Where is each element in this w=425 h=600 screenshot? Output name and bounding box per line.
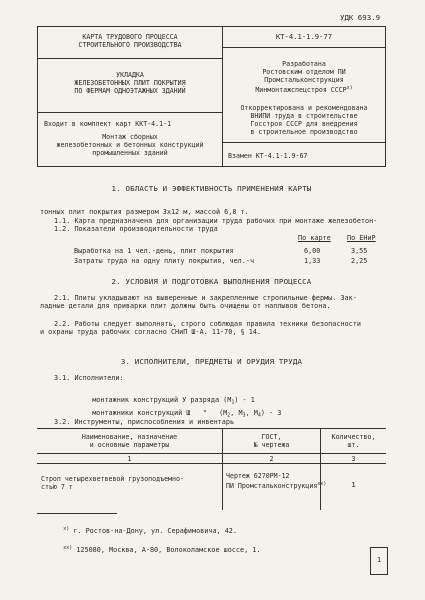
th-gost-line-1: ГОСТ, (261, 433, 282, 441)
developed-line-2: Ростовским отделом ПИ (262, 68, 346, 76)
row-gost-line-1: Чертеж 6270РМ-12 (226, 472, 290, 480)
table-top-border (37, 428, 386, 429)
th-name-line-2: и основные параметры (89, 441, 170, 449)
approved-by (223, 104, 385, 136)
table-colnum-1: 1 (127, 455, 132, 463)
table-row-name (41, 475, 221, 491)
worker-2-count: ) - 3 (260, 409, 282, 418)
worker-1-sub: 1 (231, 399, 235, 406)
table-colnum-2: 2 (269, 455, 274, 463)
footnote-1 (55, 517, 237, 536)
card-type-line-2: СТРОИТЕЛЬНОГО ПРОИЗВОДСТВА (78, 41, 182, 49)
card-type-line-1: КАРТА ТРУДОВОГО ПРОЦЕССА (82, 33, 178, 41)
developed-line-1: Разработана (282, 60, 326, 68)
card-code: КТ-4.1-1.9-77 (275, 32, 333, 41)
worker-2-sub-a: 2 (227, 412, 231, 419)
developed-line-4 (223, 84, 385, 94)
worker-2-formula: (М (219, 409, 228, 418)
section3-p2: 3.2. Инструменты, приспособления и инвентарь (54, 418, 235, 426)
process-title-line-1: УКЛАДКА (116, 71, 144, 79)
section2-p1-line-2: ладные детали для приварки плит должны быть очищены от наплывов бетона. (40, 302, 331, 310)
productivity-row-2-label: Затраты труда на одну плиту покрытия, чел.-ч (74, 257, 255, 265)
set-description (38, 133, 222, 157)
page-number: 1 (376, 556, 382, 564)
th-qty-line-1: Количество, (331, 433, 376, 441)
approved-line-2: ВНИПИ труда в строительстве (250, 112, 358, 120)
productivity-row-1-label: Выработка на 1 чел.-день, плит покрытия (74, 247, 234, 255)
worker-2-mid-a: , М (230, 409, 243, 418)
worker-2-mid-b: , М (245, 409, 258, 418)
section1-p1-line-1: 1.1. Карта предназначена для организации труда рабочих при монтаже железобетон- (54, 216, 378, 225)
header-divider-left-2 (37, 112, 222, 113)
row-gost-footnote-mark: xx) (317, 481, 327, 487)
approved-line-3: Госстроя СССР для внедрения (250, 120, 358, 128)
approved-line-4: в строительное производство (250, 128, 358, 136)
set-desc-line-1: Монтаж сборных (102, 133, 158, 141)
section2-p1-line-1: 2.1. Плиты укладывают на выверенные и закрепленные стропильные фермы. Зак- (54, 294, 357, 302)
developed-by (223, 60, 385, 94)
productivity-row-1-enir: 3,55 (351, 247, 368, 255)
header-divider-right-2 (222, 142, 386, 143)
col-header-card: По карте (298, 234, 331, 242)
set-desc-line-3: промышленных зданий (92, 149, 168, 157)
footnote-2-mark: xx) (63, 545, 73, 552)
developed-org: Минмонтажспецстроя СССР (255, 86, 347, 94)
section1-p2: 1.2. Показатели производительности труда (54, 225, 218, 233)
table-colnum-border (37, 463, 386, 464)
process-title-line-2: ЖЕЛЕЗОБЕТОННЫХ ПЛИТ ПОКРЫТИЯ (74, 79, 186, 87)
section3-title: 3. ИСПОЛНИТЕЛИ, ПРЕДМЕТЫ И ОРУДИЯ ТРУДА (120, 357, 303, 366)
productivity-row-2-card: 1,33 (304, 257, 321, 265)
footnote-1-mark: x) (63, 526, 70, 533)
table-colnum-3: 3 (351, 455, 356, 463)
worker-1-count: ) - 1 (234, 396, 255, 405)
section2-title: 2. УСЛОВИЯ И ПОДГОТОВКА ВЫПОЛНЕНИЯ ПРОЦЕССА (111, 277, 312, 286)
approved-line-1: Откорректирована и рекомендована (240, 104, 368, 112)
worker-1-formula: (М (223, 396, 232, 405)
developed-line-3: Промстальконструкция (264, 76, 344, 84)
section2-p2-line-2: и охраны труда рабочих согласно СНиП Ш-А. 11-70, § 14. (40, 328, 261, 336)
footnote-separator (37, 513, 117, 514)
header-divider-left-1 (37, 58, 222, 59)
footnote-2-text: 125080, Москва, А-80, Волоколамское шоссе, 1. (76, 546, 261, 555)
row-name-line-2: стью 7 т (41, 483, 73, 491)
header-top-border (37, 26, 386, 27)
row-gost-line-2: ПИ Промстальконструкция (226, 482, 318, 490)
section1-title: 1. ОБЛАСТЬ И ЭФФЕКТИВНОСТЬ ПРИМЕНЕНИЯ КАРТЫ (111, 184, 312, 193)
worker-2-label: монтажники конструкций Ш (92, 409, 191, 418)
worker-2-ditto: " (202, 409, 207, 418)
developed-footnote-mark: x) (346, 85, 353, 91)
udk-code: УДК 693.9 (340, 13, 381, 22)
footnote-2 (55, 536, 260, 555)
table-row-qty: 1 (351, 480, 356, 489)
row-name-line-1: Строп четырехветвевой грузоподъемно- (41, 475, 184, 483)
section2-p2-line-1: 2.2. Работы следует выполнять, строго соблюдая правила техники безопасности (54, 320, 361, 328)
section1-p1-cont: тонных плит покрытия размером 3х12 м, массой 6,8 т. (40, 208, 249, 216)
section3-p1: 3.1. Исполнители: (54, 374, 124, 382)
card-type-title (38, 33, 222, 49)
header-divider-right-1 (222, 47, 386, 48)
th-gost-line-2: № чертежа (253, 441, 290, 449)
productivity-row-2-enir: 2,25 (351, 257, 368, 265)
table-header-qty (321, 433, 386, 449)
th-name-line-1: Наименование, назначение (81, 433, 178, 441)
process-title-line-3: ПО ФЕРМАМ ОДНОЭТАЖНЫХ ЗДАНИЙ (74, 87, 186, 95)
th-qty-line-2: шт. (347, 441, 360, 449)
replaces: Взамен КТ-4.1-1.9-67 (228, 152, 308, 160)
col-header-enir: По ЕНиР (347, 234, 376, 242)
table-header-name (37, 433, 222, 449)
set-desc-line-2: железобетонных и бетонных конструкций (56, 141, 204, 149)
set-entry: Входит в комплект карт ККТ-4.1-1 (44, 120, 172, 128)
worker-1-label: монтажник конструкций У разряда (92, 396, 220, 405)
table-header-gost (223, 433, 320, 449)
productivity-row-1-card: 6,00 (304, 247, 321, 255)
worker-2-sub-c: 4 (257, 412, 261, 419)
table-header-border (37, 453, 386, 454)
process-title (38, 71, 222, 95)
footnote-1-text: г. Ростов-на-Дону, ул. Серафимовича, 42. (73, 527, 237, 536)
worker-2-sub-b: 3 (242, 412, 246, 419)
header-bottom-border (37, 166, 386, 167)
